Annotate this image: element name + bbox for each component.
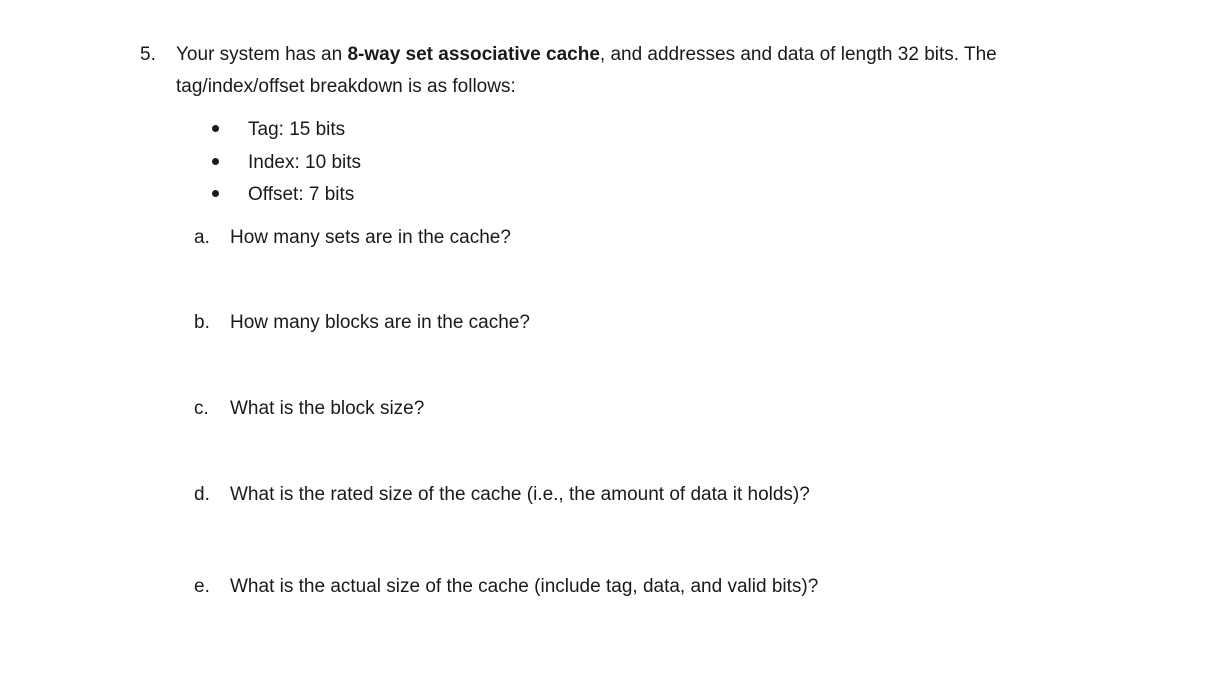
part-a-letter: a.	[194, 227, 210, 248]
part-e-letter: e.	[194, 576, 210, 597]
part-b-letter: b.	[194, 312, 210, 333]
part-d-letter: d.	[194, 484, 210, 505]
part-a-text: How many sets are in the cache?	[230, 227, 511, 248]
breakdown-item-index: Index: 10 bits	[248, 152, 362, 173]
part-b-text: How many blocks are in the cache?	[230, 312, 530, 333]
intro-bold-phrase: 8-way set associative cache	[347, 44, 600, 65]
breakdown-item-tag: Tag: 15 bits	[248, 119, 346, 140]
question-number: 5.	[140, 44, 156, 65]
part-c-text: What is the block size?	[230, 398, 425, 419]
breakdown-item-offset: Offset: 7 bits	[248, 184, 355, 205]
part-c-letter: c.	[194, 398, 209, 419]
bullet-dot	[212, 158, 219, 165]
intro-text-before-bold: Your system has an	[176, 44, 348, 65]
part-d-text: What is the rated size of the cache (i.e., the amount of data it holds)?	[230, 484, 810, 505]
bullet-dot	[212, 125, 219, 132]
bullet-dot	[212, 190, 219, 197]
intro-text-after-bold: , and addresses and data of length 32 bits. The	[599, 44, 997, 65]
part-e-text: What is the actual size of the cache (include tag, data, and valid bits)?	[230, 576, 819, 597]
question-intro-line-1	[176, 45, 997, 64]
question-intro-line-2: tag/index/offset breakdown is as follows:	[176, 76, 516, 97]
